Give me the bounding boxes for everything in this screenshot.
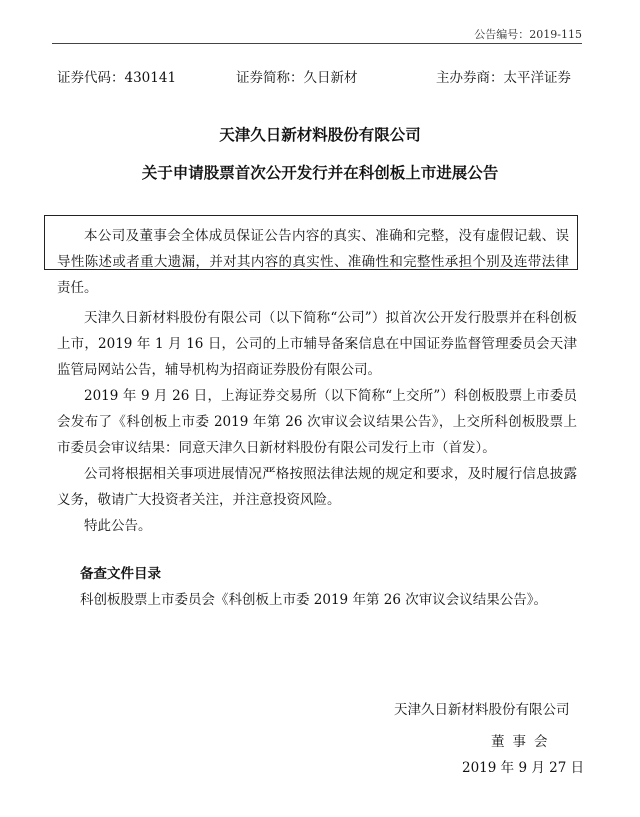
security-short-name: 证券简称：久日新材 (236, 70, 358, 86)
signature-date: 2019 年 9 月 27 日 (462, 760, 585, 776)
announcement-number: 公告编号：2019-115 (474, 28, 582, 41)
announcement-title: 关于申请股票首次公开发行并在科创板上市进展公告 (141, 164, 499, 182)
header-divider (52, 43, 582, 44)
sponsor-broker: 主办券商：太平洋证券 (436, 70, 571, 86)
body-paragraph-closing: 特此公告。 (84, 518, 152, 534)
body-paragraph-2: 2019 年 9 月 26 日，上海证券交易所（以下简称“上交所”）科创板股票上市委员会发布了《科创板上市委 2019 年第 26 次审议会议结果公告》，上交所科创板股票上市委员会审议结果：同意天津久日新材料股份有限公司发行上市（首发）。 (57, 388, 577, 456)
annex-item: 科创板股票上市委员会《科创板上市委 2019 年第 26 次审议会议结果公告》。 (80, 592, 547, 608)
signature-company: 天津久日新材料股份有限公司 (394, 702, 570, 718)
disclaimer-box (44, 215, 578, 296)
annex-heading: 备查文件目录 (80, 566, 161, 582)
body-paragraph-3: 公司将根据相关事项进展情况严格按照法律法规的规定和要求，及时履行信息披露义务，敬请广大投资者关注，并注意投资风险。 (57, 466, 577, 508)
body-paragraph-1: 天津久日新材料股份有限公司（以下简称“公司”）拟首次公开发行股票并在科创板上市，2019 年 1 月 16 日，公司的上市辅导备案信息在中国证券监督管理委员会天津监管局网站公告，辅导机构为招商证券股份有限公司。 (57, 310, 577, 378)
security-code: 证券代码：430141 (57, 70, 177, 86)
disclaimer-text: 本公司及董事会全体成员保证公告内容的真实、准确和完整，没有虚假记载、误导性陈述或者重大遗漏，并对其内容的真实性、准确性和完整性承担个别及连带法律责任。 (57, 228, 569, 296)
company-title: 天津久日新材料股份有限公司 (219, 126, 421, 144)
signature-board: 董事会 (491, 734, 556, 750)
